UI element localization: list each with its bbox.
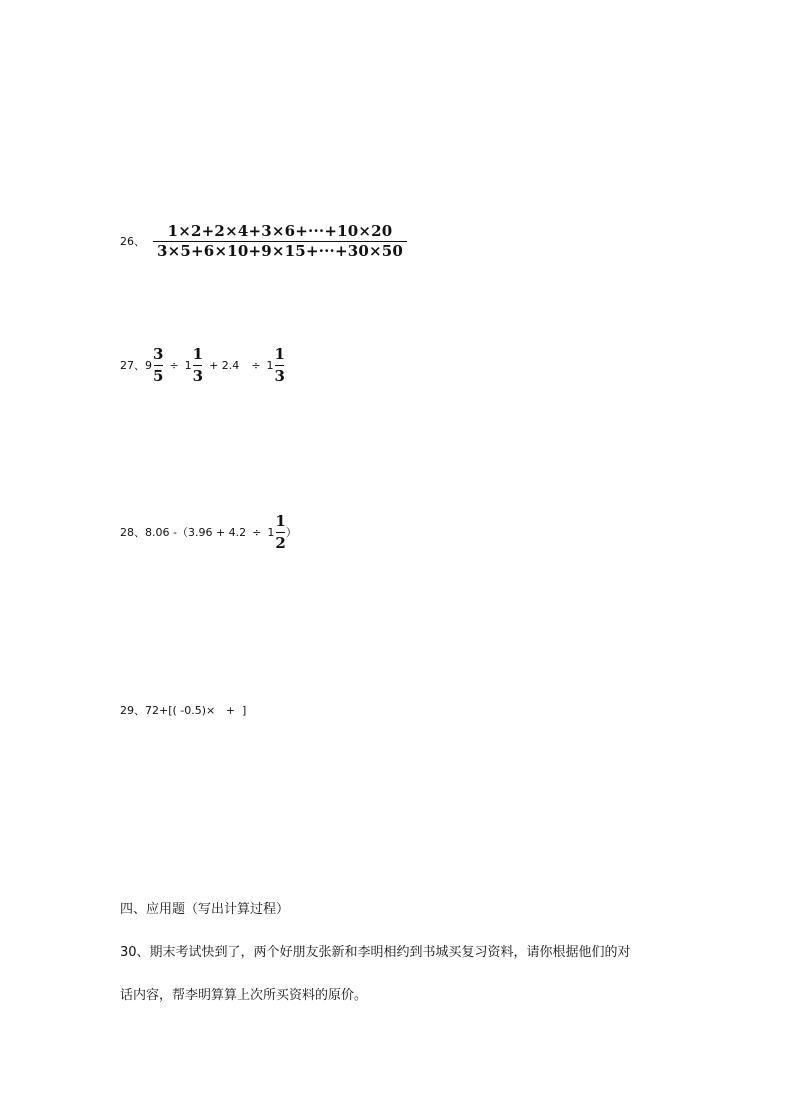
mixed-number-1 <box>145 347 163 384</box>
problem-number: 26、 <box>120 235 145 248</box>
fraction <box>153 347 163 384</box>
problem-28 <box>120 514 297 551</box>
fraction-denominator: 2 <box>275 534 286 552</box>
fraction-bar <box>275 365 284 366</box>
fraction-bar <box>193 365 202 366</box>
fraction-numerator: 1 <box>192 345 204 363</box>
whole-part: 1 <box>184 359 192 372</box>
whole-part: 9 <box>145 359 152 372</box>
fraction-denominator: 5 <box>153 367 164 385</box>
problem-number: 27、 <box>120 359 145 372</box>
fraction-numerator: 1 <box>275 512 286 530</box>
mixed-number-3 <box>267 347 285 384</box>
expression: 72+[( -0.5)× + ] <box>145 704 247 717</box>
divide-operator: ÷ <box>252 526 262 539</box>
expression-start: 8.06 -（3.96 + 4.2 <box>145 526 247 539</box>
fraction-denominator: 3 <box>274 367 285 385</box>
closing-paren: ） <box>285 526 297 539</box>
fraction-expression <box>153 224 407 259</box>
problem-30-line-2: 话内容，帮李明算算上次所买资料的原价。 <box>120 988 368 1003</box>
mixed-number <box>267 514 285 551</box>
fraction-denominator: 3×5+6×10+9×15+···+30×50 <box>157 242 404 260</box>
fraction-bar <box>154 365 163 366</box>
fraction <box>275 347 285 384</box>
fraction-denominator: 3 <box>192 367 204 385</box>
fraction-numerator: 1 <box>274 345 285 363</box>
fraction-numerator: 1×2+2×4+3×6+···+10×20 <box>167 222 393 240</box>
section-title: 四、应用题（写出计算过程） <box>120 902 290 917</box>
fraction <box>275 514 285 551</box>
problem-26 <box>120 224 407 259</box>
plus-term: + 2.4 <box>209 359 240 372</box>
whole-part: 1 <box>267 526 275 539</box>
mixed-number-2 <box>185 347 203 384</box>
fraction-bar <box>276 532 285 533</box>
problem-30-line-1: 30、期末考试快到了，两个好朋友张新和李明相约到书城买复习资料，请你根据他们的对 <box>120 945 631 960</box>
divide-operator: ÷ <box>251 359 261 372</box>
problem-27 <box>120 347 285 384</box>
whole-part: 1 <box>266 359 274 372</box>
problem-number: 29、 <box>120 704 145 717</box>
problem-number: 28、 <box>120 526 145 539</box>
fraction <box>193 347 203 384</box>
fraction-numerator: 3 <box>153 345 164 363</box>
divide-operator: ÷ <box>169 359 179 372</box>
problem-29 <box>120 705 246 716</box>
